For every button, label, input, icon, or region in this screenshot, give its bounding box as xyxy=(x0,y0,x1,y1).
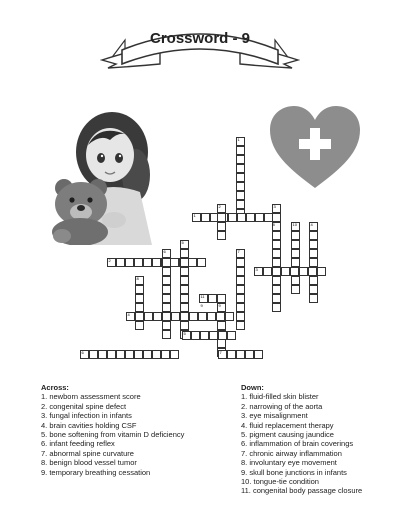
crossword-cell[interactable] xyxy=(236,182,245,191)
across-clues xyxy=(41,383,184,477)
crossword-cell[interactable] xyxy=(207,312,216,321)
crossword-cell[interactable] xyxy=(309,276,318,285)
clue-number: 8 xyxy=(272,222,275,228)
clue-number: 7 xyxy=(219,350,222,356)
across-clue: 3. fungal infection in infants xyxy=(41,411,132,421)
crossword-cell[interactable] xyxy=(191,331,200,340)
down-clue: 10. tongue-tie condition xyxy=(241,477,319,487)
crossword-cell[interactable] xyxy=(180,294,189,303)
crossword-cell[interactable] xyxy=(236,191,245,200)
crossword-cell[interactable] xyxy=(272,285,281,294)
crossword-cell[interactable] xyxy=(216,312,225,321)
crossword-cell[interactable] xyxy=(272,294,281,303)
crossword-cell[interactable] xyxy=(162,294,171,303)
crossword-cell[interactable] xyxy=(197,258,206,267)
crossword-cell[interactable] xyxy=(236,321,245,330)
crossword-cell[interactable] xyxy=(281,267,290,276)
clue-number: 3 xyxy=(255,267,258,273)
crossword-cell[interactable] xyxy=(227,331,236,340)
crossword-cell[interactable] xyxy=(309,249,318,258)
crossword-cell[interactable] xyxy=(236,303,245,312)
crossword-cell[interactable] xyxy=(134,350,143,359)
across-heading: Across: xyxy=(41,383,69,392)
clue-number: 6 xyxy=(163,249,166,255)
crossword-cell[interactable] xyxy=(135,321,144,330)
clue-number: 1 xyxy=(193,213,196,219)
down-clue: 7. chronic airway inflammation xyxy=(241,448,342,458)
crossword-cell[interactable] xyxy=(317,267,326,276)
crossword-cell[interactable] xyxy=(116,350,125,359)
crossword-cell[interactable] xyxy=(180,285,189,294)
across-clue: 8. benign blood vessel tumor xyxy=(41,458,137,468)
across-clue: 7. abnormal spine curvature xyxy=(41,448,134,458)
crossword-cell[interactable] xyxy=(198,312,207,321)
clue-number: 4 xyxy=(310,222,313,228)
crossword-cell[interactable] xyxy=(272,303,281,312)
crossword-cell[interactable] xyxy=(153,312,162,321)
crossword-cell[interactable] xyxy=(291,240,300,249)
crossword-cell[interactable] xyxy=(162,285,171,294)
clue-number: 9 xyxy=(218,303,221,309)
crossword-cell[interactable] xyxy=(189,312,198,321)
down-clue: 8. involuntary eye movement xyxy=(241,458,337,468)
clue-number: 8 xyxy=(136,276,139,282)
crossword-cell[interactable] xyxy=(208,294,217,303)
crossword-cell[interactable] xyxy=(291,276,300,285)
crossword-cell[interactable] xyxy=(180,321,189,330)
across-clue: 1. newborn assessment score xyxy=(41,392,141,402)
crossword-cell[interactable] xyxy=(152,350,161,359)
down-clue: 3. eye misalignment xyxy=(241,411,308,421)
across-clue: 6. infant feeding reflex xyxy=(41,439,115,449)
crossword-cell[interactable] xyxy=(228,213,237,222)
crossword-cell[interactable] xyxy=(217,231,226,240)
crossword-cell[interactable] xyxy=(125,350,134,359)
crossword-cell[interactable] xyxy=(236,276,245,285)
crossword-cell[interactable] xyxy=(162,258,171,267)
crossword-cell[interactable] xyxy=(217,213,226,222)
crossword-cell[interactable] xyxy=(217,294,226,303)
crossword-cell[interactable] xyxy=(309,231,318,240)
crossword-cell[interactable] xyxy=(237,213,246,222)
clue-number: 5 xyxy=(181,240,184,246)
crossword-cell[interactable] xyxy=(309,285,318,294)
down-clue: 6. inflammation of brain coverings xyxy=(241,439,354,449)
down-clue: 4. fluid replacement therapy xyxy=(241,420,334,430)
down-clue: 9. skull bone junctions in infants xyxy=(241,467,347,477)
crossword-cell[interactable] xyxy=(236,200,245,209)
crossword-cell[interactable] xyxy=(116,258,125,267)
across-clue: 5. bone softening from vitamin D deficiency xyxy=(41,430,185,440)
crossword-cell[interactable] xyxy=(236,164,245,173)
crossword-cell[interactable] xyxy=(180,312,189,321)
crossword-cell[interactable] xyxy=(272,249,281,258)
crossword-cell[interactable] xyxy=(227,350,236,359)
crossword-cell[interactable] xyxy=(144,312,153,321)
crossword-cell[interactable] xyxy=(291,249,300,258)
crossword-cell[interactable] xyxy=(236,146,245,155)
crossword-cell[interactable] xyxy=(236,350,245,359)
crossword-cell[interactable] xyxy=(299,267,308,276)
crossword-cell[interactable] xyxy=(209,331,218,340)
crossword-cell[interactable] xyxy=(254,350,263,359)
crossword-cell[interactable] xyxy=(162,267,171,276)
crossword-cell[interactable] xyxy=(225,312,234,321)
down-clue: 11. congenital body passage closure xyxy=(241,486,363,496)
crossword-cell[interactable] xyxy=(200,331,209,340)
crossword-cell[interactable] xyxy=(255,213,264,222)
crossword-cell[interactable] xyxy=(217,339,226,348)
crossword-cell[interactable] xyxy=(272,276,281,285)
crossword-cell[interactable] xyxy=(245,350,254,359)
crossword-cell[interactable] xyxy=(135,285,144,294)
crossword-cell[interactable] xyxy=(201,213,210,222)
clue-number: 2 xyxy=(218,204,221,210)
crossword-cell[interactable] xyxy=(162,276,171,285)
crossword-cell[interactable] xyxy=(161,350,170,359)
crossword-cell[interactable] xyxy=(180,303,189,312)
crossword-cell[interactable] xyxy=(272,231,281,240)
crossword-cell[interactable] xyxy=(217,222,226,231)
clue-number: 2 xyxy=(108,258,111,264)
crossword-cell[interactable] xyxy=(134,258,143,267)
crossword-cell[interactable] xyxy=(272,213,281,222)
clue-number: 1 xyxy=(237,137,240,143)
crossword-cell[interactable] xyxy=(152,258,161,267)
crossword-cell[interactable] xyxy=(246,213,255,222)
page-title: Crossword - 9 xyxy=(149,30,251,47)
crossword-cell[interactable] xyxy=(309,294,318,303)
crossword-cell[interactable] xyxy=(171,312,180,321)
crossword-cell[interactable] xyxy=(308,267,317,276)
crossword-cell[interactable] xyxy=(236,294,245,303)
crossword-cell[interactable] xyxy=(218,331,227,340)
crossword-cell[interactable] xyxy=(162,321,171,330)
crossword-cell[interactable] xyxy=(309,240,318,249)
clue-number: 3 xyxy=(273,204,276,210)
across-clue: 9. temporary breathing cessation xyxy=(41,467,151,477)
down-clue: 5. pigment causing jaundice xyxy=(241,430,334,440)
crossword-cell[interactable] xyxy=(135,294,144,303)
crossword-cell[interactable] xyxy=(125,258,134,267)
down-clues xyxy=(241,383,362,496)
clue-number: 6 xyxy=(81,350,84,356)
crossword-cell[interactable] xyxy=(89,350,98,359)
crossword-cell[interactable] xyxy=(272,240,281,249)
crossword-cell[interactable] xyxy=(272,258,281,267)
crossword-cell[interactable] xyxy=(290,267,299,276)
across-clue: 4. brain cavities holding CSF xyxy=(41,420,137,430)
crossword-cell[interactable] xyxy=(162,312,171,321)
across-clue: 2. congenital spine defect xyxy=(41,401,127,411)
crossword-cell[interactable] xyxy=(291,285,300,294)
clue-number: 4 xyxy=(127,312,130,318)
crossword-cell[interactable] xyxy=(162,303,171,312)
crossword-cell[interactable] xyxy=(180,276,189,285)
crossword-cell[interactable] xyxy=(162,330,171,339)
clue-number: 10 xyxy=(292,222,297,228)
crossword-cell[interactable] xyxy=(170,350,179,359)
down-clue: 2. narrowing of the aorta xyxy=(241,401,323,411)
crossword-cell[interactable] xyxy=(236,258,245,267)
crossword-cell[interactable] xyxy=(135,303,144,312)
crossword-cell[interactable] xyxy=(236,312,245,321)
down-heading: Down: xyxy=(241,383,264,392)
crossword-cell[interactable] xyxy=(188,258,197,267)
down-clue: 1. fluid-filled skin blister xyxy=(241,392,319,402)
crossword-cell[interactable] xyxy=(180,258,189,267)
clue-number: 5 xyxy=(183,331,186,337)
crossword-cell[interactable] xyxy=(135,312,144,321)
crossword-cell[interactable] xyxy=(180,249,189,258)
crossword-cell[interactable] xyxy=(236,155,245,164)
crossword-cell[interactable] xyxy=(180,267,189,276)
crossword-cell[interactable] xyxy=(170,258,179,267)
crossword-cell[interactable] xyxy=(291,231,300,240)
crossword-cell[interactable] xyxy=(236,267,245,276)
crossword-cell[interactable] xyxy=(309,258,318,267)
crossword-cell[interactable] xyxy=(217,321,226,330)
clue-number: 7 xyxy=(237,249,240,255)
crossword-cell[interactable] xyxy=(263,267,272,276)
crossword-cell[interactable] xyxy=(143,350,152,359)
clue-number: 11 xyxy=(200,294,205,300)
crossword-cell[interactable] xyxy=(98,350,107,359)
crossword-cell[interactable] xyxy=(107,350,116,359)
crossword-cell[interactable] xyxy=(291,258,300,267)
crossword-cell[interactable] xyxy=(272,267,281,276)
clue-number: 9 xyxy=(200,303,203,309)
crossword-cell[interactable] xyxy=(236,285,245,294)
crossword-cell[interactable] xyxy=(143,258,152,267)
crossword-cell[interactable] xyxy=(236,173,245,182)
